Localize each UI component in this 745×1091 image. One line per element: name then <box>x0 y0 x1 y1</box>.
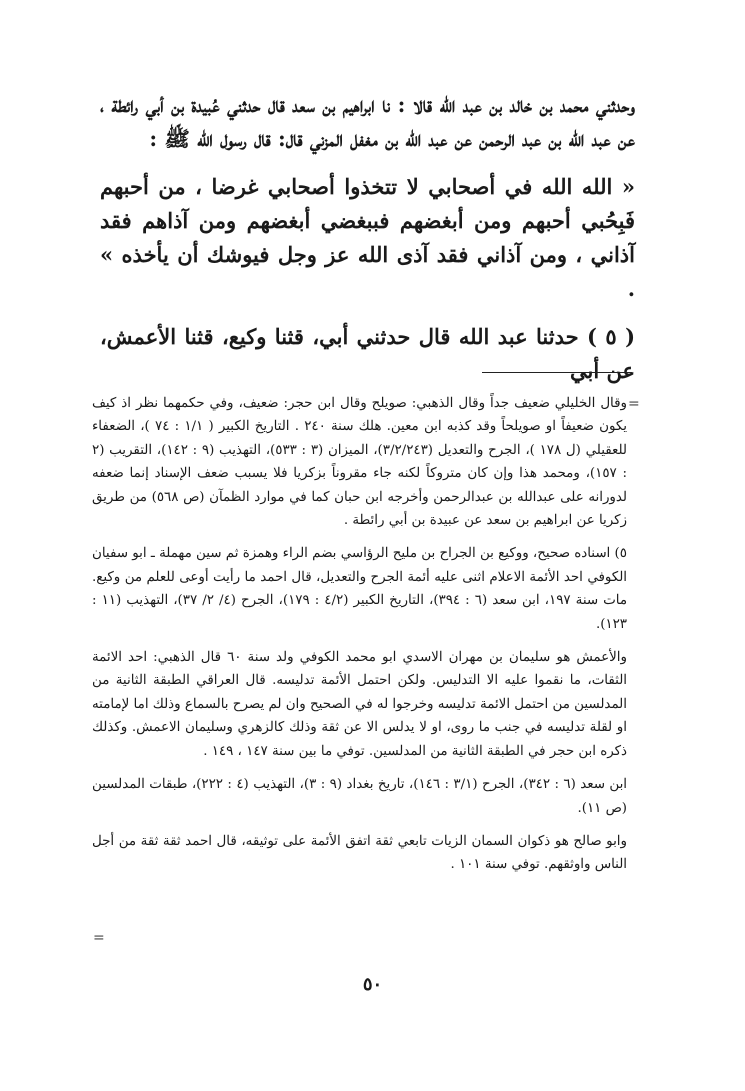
hadith-entry-5: ( ٥ ) حدثنا عبد الله قال حدثني أبي، قثنا وكيع، قثنا الأعمش، عن أبي <box>100 324 635 383</box>
hadith-text: « الله الله في أصحابي لا تتخذوا أصحابي غرضا ، من أحبهم فَبِحُبي أحبهم ومن أبغضهم فببغضي أبغضهم ومن آذاهم فقد آذاني ، ومن آذاني فقد آذى الله عز وجل فيوشك أن يأخذه » . <box>100 174 635 301</box>
footnote-amash: والأعمش هو سليمان بن مهران الاسدي ابو محمد الكوفي ولد سنة ٦٠ قال الذهبي: احد الائمة الثقات، ما نقموا عليه الا التدليس. ولكن احتمل الأئمة تدليسه. قال العراقي الطبقة الثانية من المدلسين من احتمل الائمة تدليسه وخرجوا له في الصحيح وان لم يصرح بالسماع وذلك اما لإمامته او لقلة تدليسه في جنب ما روى، او لا يدلس الا عن ثقة وذلك كالزهري وسليمان الاعمش. وكذلك ذكره ابن حجر في الطبقة الثانية من المدلسين. توفي ما بين سنة ١٤٧ ، ١٤٩ . <box>92 650 627 759</box>
footnote-5: ٥) اسناده صحيح، ووكيع بن الجراح بن مليح الرؤاسي بضم الراء وهمزة ثم سين مهملة ـ ابو سفيان الكوفي احد الأئمة الاعلام اثنى عليه أئمة الجرح والتعديل، قال احمد ما رأيت أوعى للعلم من وكيع. مات سنة ١٩٧، ابن سعد (٦ : ٣٩٤)، التاريخ الكبير (٤/٢ : ١٧٩)، الجرح (٤/ ٢/ ٣٧)، التهذيب (١١ : ١٢٣). <box>92 546 627 632</box>
footnote-continued: وقال الخليلي ضعيف جداً وقال الذهبي: صويلح وقال ابن حجر: ضعيف، وفي حكمهما نظر اذ كيف يكون ضعيفاً او صويلحاً وقد كذبه ابن معين. هلك سنة ٢٤٠ . التاريخ الكبير ( ١/١ : ٧٤ )، الضعفاء للعقيلي (ل ١٧٨ )، الجرح والتعديل (٣/٢/٢٤٣)، الميزان (٣ : ٥٣٣)، التهذيب (٩ : ١٤٢)، التقريب (٢ : ١٥٧)، ومحمد هذا وإن كان متروكاً لكنه جاء مقروناً بزكريا فلا يسبب ضعف الإسناد إنما ضعفه لدورانه على عبدالله بن عبدالرحمن وأخرجه ابن حبان كما في موارد الظمآن (ص ٥٦٨) من طريق زكريا عن ابراهيم بن سعد عن عبيدة بن أبي رائطة . <box>92 396 628 529</box>
isnad-paragraph: وحدثني محمد بن خالد بن عبد الله قالا : نا ابراهيم بن سعد قال حدثني عُبيدة بن أبي رائطة ، عن عبد الله بن عبد الرحمن عن عبد الله بن مغفل المزني قال: قال رسول الله ﷺ : <box>100 92 635 151</box>
footnote-separator <box>482 372 632 373</box>
main-text-block <box>100 88 635 388</box>
footnote-sources: ابن سعد (٦ : ٣٤٢)، الجرح (٣/١ : ١٤٦)، تاريخ بغداد (٩ : ٣)، التهذيب (٤ : ٢٢٢)، طبقات المدلسين (ص ١١). <box>92 777 628 816</box>
footnote-abu-salih: وابو صالح هو ذكوان السمان الزيات تابعي ثقة اتفق الأئمة على توثيقه، قال احمد ثقة ثقة من أجل الناس واوثقهم. توفي سنة ١٠١ . <box>92 833 627 873</box>
page-number: ٥٠ <box>362 974 383 995</box>
footnotes-block <box>92 392 627 877</box>
continues-mark: = <box>93 930 105 946</box>
continuation-mark: = <box>628 396 640 412</box>
